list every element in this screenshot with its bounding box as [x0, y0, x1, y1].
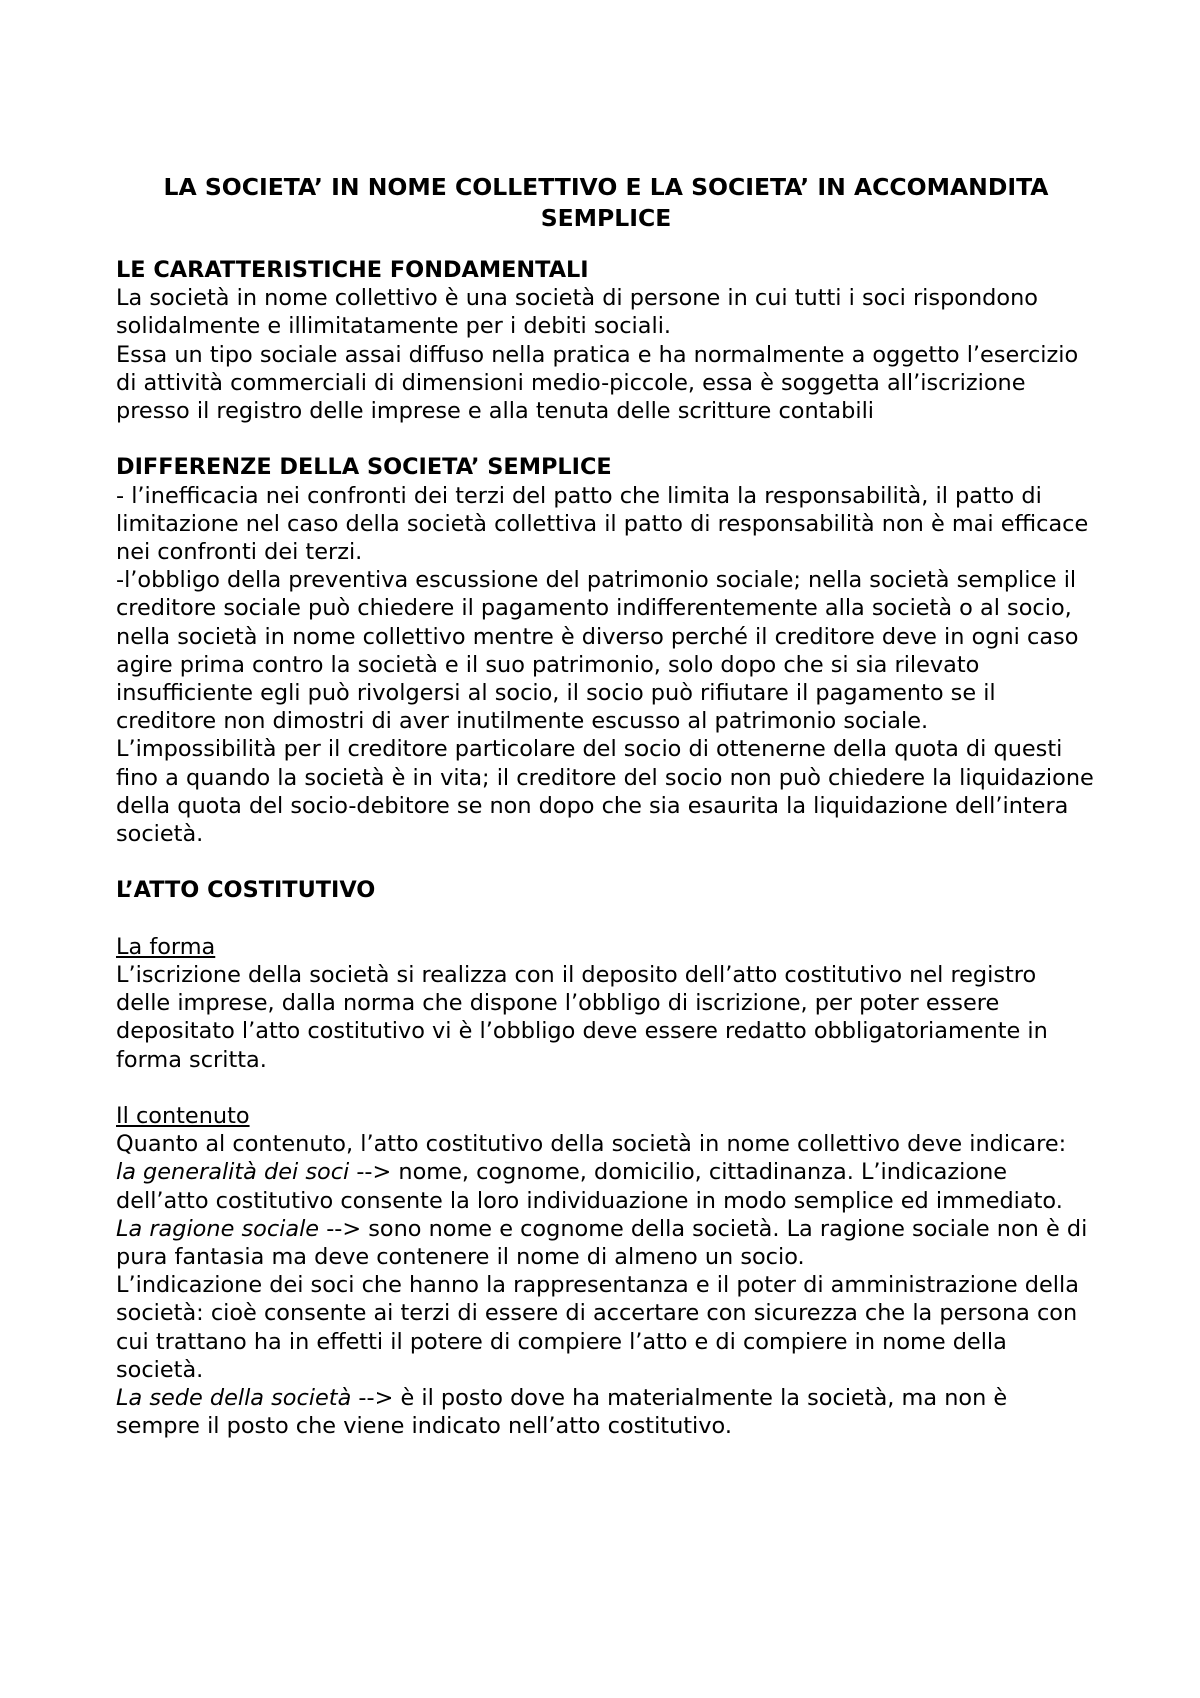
- list-item-text: L’indicazione dei soci che hanno la rappresentanza e il poter di amministrazione della società: cioè consente ai terzi di essere di accertare con sicurezza che la persona con cui trattano ha in effetti il potere di compiere l’atto e di compiere in nome della società.: [116, 1272, 1079, 1383]
- subheading-forma: La forma: [116, 933, 216, 960]
- list-item-text: --> nome, cognome, domicilio, cittadinanza. L’indicazione dell’atto costitutivo consente la loro individuazione in modo semplice ed immediato.: [116, 1159, 1063, 1214]
- section-heading-caratteristiche: LE CARATTERISTICHE FONDAMENTALI: [116, 257, 589, 283]
- paragraph: La società in nome collettivo è una società di persone in cui tutti i soci rispondono solidalmente e illimitatamente per i debiti sociali.: [116, 285, 1038, 340]
- list-item-term: la generalità dei soci: [116, 1159, 350, 1186]
- list-item: [116, 1215, 1096, 1271]
- paragraph: L’iscrizione della società si realizza con il deposito dell’atto costitutivo nel registro delle imprese, dalla norma che dispone l’obbligo di iscrizione, per poter essere depositato l’atto costitutivo vi è l’obbligo deve essere redatto obbligatoriamente in forma scritta.: [116, 962, 1048, 1073]
- subheading-contenuto: Il contenuto: [116, 1103, 250, 1130]
- blank-line: [116, 905, 1096, 933]
- paragraph: Essa un tipo sociale assai diffuso nella pratica e ha normalmente a oggetto l’esercizio di attività commerciali di dimensioni medio-piccole, essa è soggetta all’iscrizione presso il registro delle imprese e alla tenuta delle scritture contabili: [116, 341, 1079, 425]
- list-item: [116, 1158, 1096, 1214]
- list-item-term: La ragione sociale: [116, 1215, 320, 1242]
- blank-line: [116, 425, 1096, 453]
- blank-line: [116, 848, 1096, 876]
- section-heading-differenze: DIFFERENZE DELLA SOCIETA’ SEMPLICE: [116, 454, 612, 481]
- list-item-text: --> sono nome e cognome della società. La ragione sociale non è di pura fantasia ma deve contenere il nome di almeno un socio.: [116, 1215, 1088, 1271]
- document-page: [116, 172, 1096, 1440]
- list-item-term: La sede della società: [116, 1385, 352, 1412]
- paragraph: - l’inefficacia nei confronti dei terzi del patto che limita la responsabilità, il patto di limitazione nel caso della società collettiva il patto di responsabilità non è mai efficace nei confronti dei terzi.: [116, 482, 1089, 566]
- list-item: [116, 1271, 1096, 1384]
- list-item: [116, 1384, 1096, 1440]
- document-title: LA SOCIETA’ IN NOME COLLETTIVO E LA SOCIETA’ IN ACCOMANDITA SEMPLICE: [163, 173, 1049, 232]
- paragraph: Quanto al contenuto, l’atto costitutivo della società in nome collettivo deve indicare:: [116, 1131, 1067, 1158]
- paragraph: -l’obbligo della preventiva escussione del patrimonio sociale; nella società semplice il creditore sociale può chiedere il pagamento indifferentemente alla società o al socio, nella società in nome collettivo mentre è diverso perché il creditore deve in ogni caso agire prima contro la società e il suo patrimonio, solo dopo che si sia rilevato insufficiente egli può rivolgersi al socio, il socio può rifiutare il pagamento se il creditore non dimostri di aver inutilmente escusso al patrimonio sociale.: [116, 567, 1079, 735]
- paragraph: L’impossibilità per il creditore particolare del socio di ottenerne della quota di questi fino a quando la società è in vita; il creditore del socio non può chiedere la liquidazione della quota del socio-debitore se non dopo che sia esaurita la liquidazione dell’intera società.: [116, 736, 1094, 848]
- blank-line: [116, 1074, 1096, 1102]
- list-item-text: --> è il posto dove ha materialmente la società, ma non è sempre il posto che viene indicato nell’atto costitutivo.: [116, 1385, 1008, 1440]
- section-heading-atto-costitutivo: L’ATTO COSTITUTIVO: [116, 877, 376, 904]
